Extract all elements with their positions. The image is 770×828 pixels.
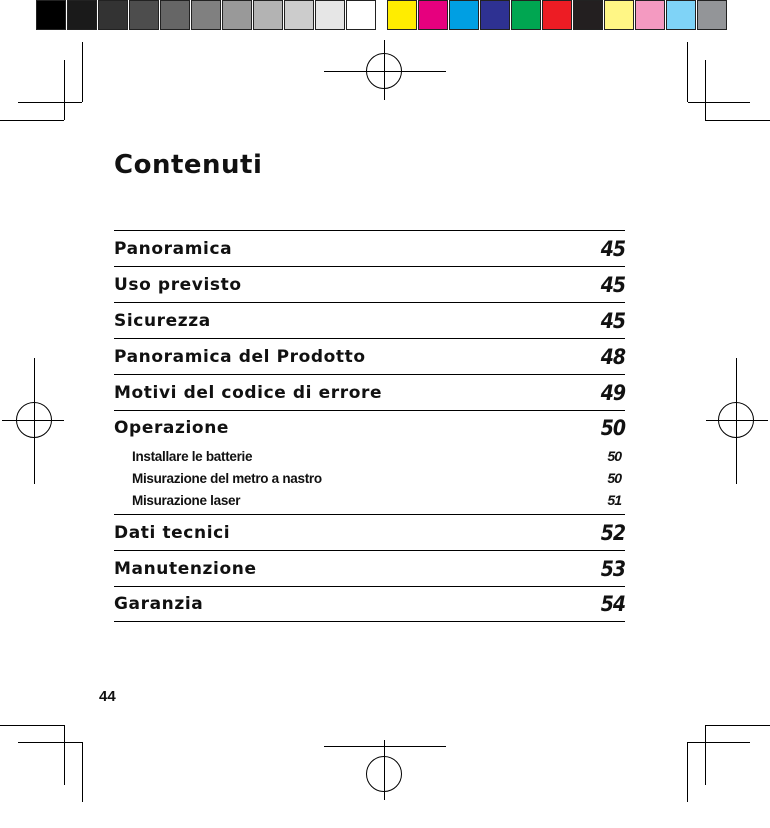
toc-entry[interactable] (114, 550, 625, 586)
toc-subentry-page: 50 (607, 470, 621, 486)
color-swatch (542, 0, 572, 30)
color-swatch (635, 0, 665, 30)
color-swatch (511, 0, 541, 30)
gray-swatch (253, 0, 283, 30)
toc-subentry[interactable] (114, 489, 625, 511)
color-swatch (697, 0, 727, 30)
crop-mark (64, 60, 65, 120)
toc-entry-page: 53 (600, 556, 625, 581)
crop-mark (18, 102, 82, 103)
registration-mark (718, 402, 754, 438)
toc-entry[interactable] (114, 374, 625, 410)
color-swatch (387, 0, 417, 30)
gray-swatch (98, 0, 128, 30)
gray-swatch (191, 0, 221, 30)
crop-mark (687, 42, 688, 102)
page-number: 44 (99, 688, 116, 705)
toc-entry-page: 48 (600, 344, 625, 369)
color-calibration-bar (36, 0, 728, 33)
toc-subentry-page: 50 (607, 448, 621, 464)
crop-mark (688, 742, 750, 743)
toc-entry[interactable] (114, 302, 625, 338)
toc-entry-page: 54 (600, 592, 625, 616)
gray-swatch (284, 0, 314, 30)
crop-mark (687, 742, 688, 802)
toc-subentry-label: Misurazione del metro a nastro (132, 470, 322, 486)
crop-mark (0, 120, 64, 121)
toc-entry-page: 45 (600, 272, 625, 297)
gray-swatch (346, 0, 376, 30)
toc-entry-page: 45 (600, 236, 625, 261)
crop-mark (18, 742, 82, 743)
page-title: Contenuti (114, 150, 263, 180)
gray-swatch (67, 0, 97, 30)
color-swatch (480, 0, 510, 30)
crop-mark (688, 102, 750, 103)
toc-entry-label: Motivi del codice di errore (114, 382, 383, 403)
registration-mark (324, 746, 446, 747)
gray-swatch (129, 0, 159, 30)
table-of-contents (114, 230, 625, 622)
toc-subentry[interactable] (114, 445, 625, 467)
gray-swatch (315, 0, 345, 30)
toc-entry-label: Panoramica del Prodotto (114, 346, 366, 367)
toc-entry[interactable] (114, 230, 625, 266)
toc-entry-label: Manutenzione (114, 558, 257, 579)
toc-subentry[interactable] (114, 467, 625, 489)
toc-entry[interactable] (114, 338, 625, 374)
crop-mark (82, 742, 83, 802)
crop-mark (705, 725, 770, 726)
toc-subentry-label: Installare le batterie (132, 448, 253, 464)
gray-swatch (160, 0, 190, 30)
toc-entry-group (114, 410, 625, 514)
registration-mark (366, 53, 402, 89)
crop-mark (705, 120, 770, 121)
crop-mark (705, 60, 706, 120)
crop-mark (705, 725, 706, 785)
toc-entry[interactable] (114, 411, 625, 445)
color-swatch (573, 0, 603, 30)
toc-subentry-label: Misurazione laser (132, 492, 241, 508)
toc-entry-page: 49 (600, 380, 625, 405)
color-swatch (449, 0, 479, 30)
color-swatch (418, 0, 448, 30)
toc-subentry-page: 51 (607, 492, 621, 508)
registration-mark (16, 402, 52, 438)
crop-mark (64, 725, 65, 785)
crop-mark (0, 725, 64, 726)
toc-entry-label: Garanzia (114, 594, 204, 614)
toc-entry-page: 50 (600, 416, 625, 440)
toc-entry[interactable] (114, 514, 625, 550)
toc-entry-label: Panoramica (114, 238, 233, 259)
toc-entry[interactable] (114, 266, 625, 302)
color-swatch (604, 0, 634, 30)
crop-mark (82, 42, 83, 102)
toc-entry-page: 45 (600, 308, 625, 333)
gray-swatch (222, 0, 252, 30)
toc-entry-label: Uso previsto (114, 274, 242, 295)
toc-entry-label: Dati tecnici (114, 522, 231, 543)
toc-entry-page: 52 (600, 520, 625, 545)
toc-entry[interactable] (114, 586, 625, 622)
toc-entry-label: Sicurezza (114, 310, 211, 331)
gray-swatch (36, 0, 66, 30)
toc-entry-label: Operazione (114, 418, 230, 438)
color-swatch (666, 0, 696, 30)
registration-mark (366, 756, 402, 792)
